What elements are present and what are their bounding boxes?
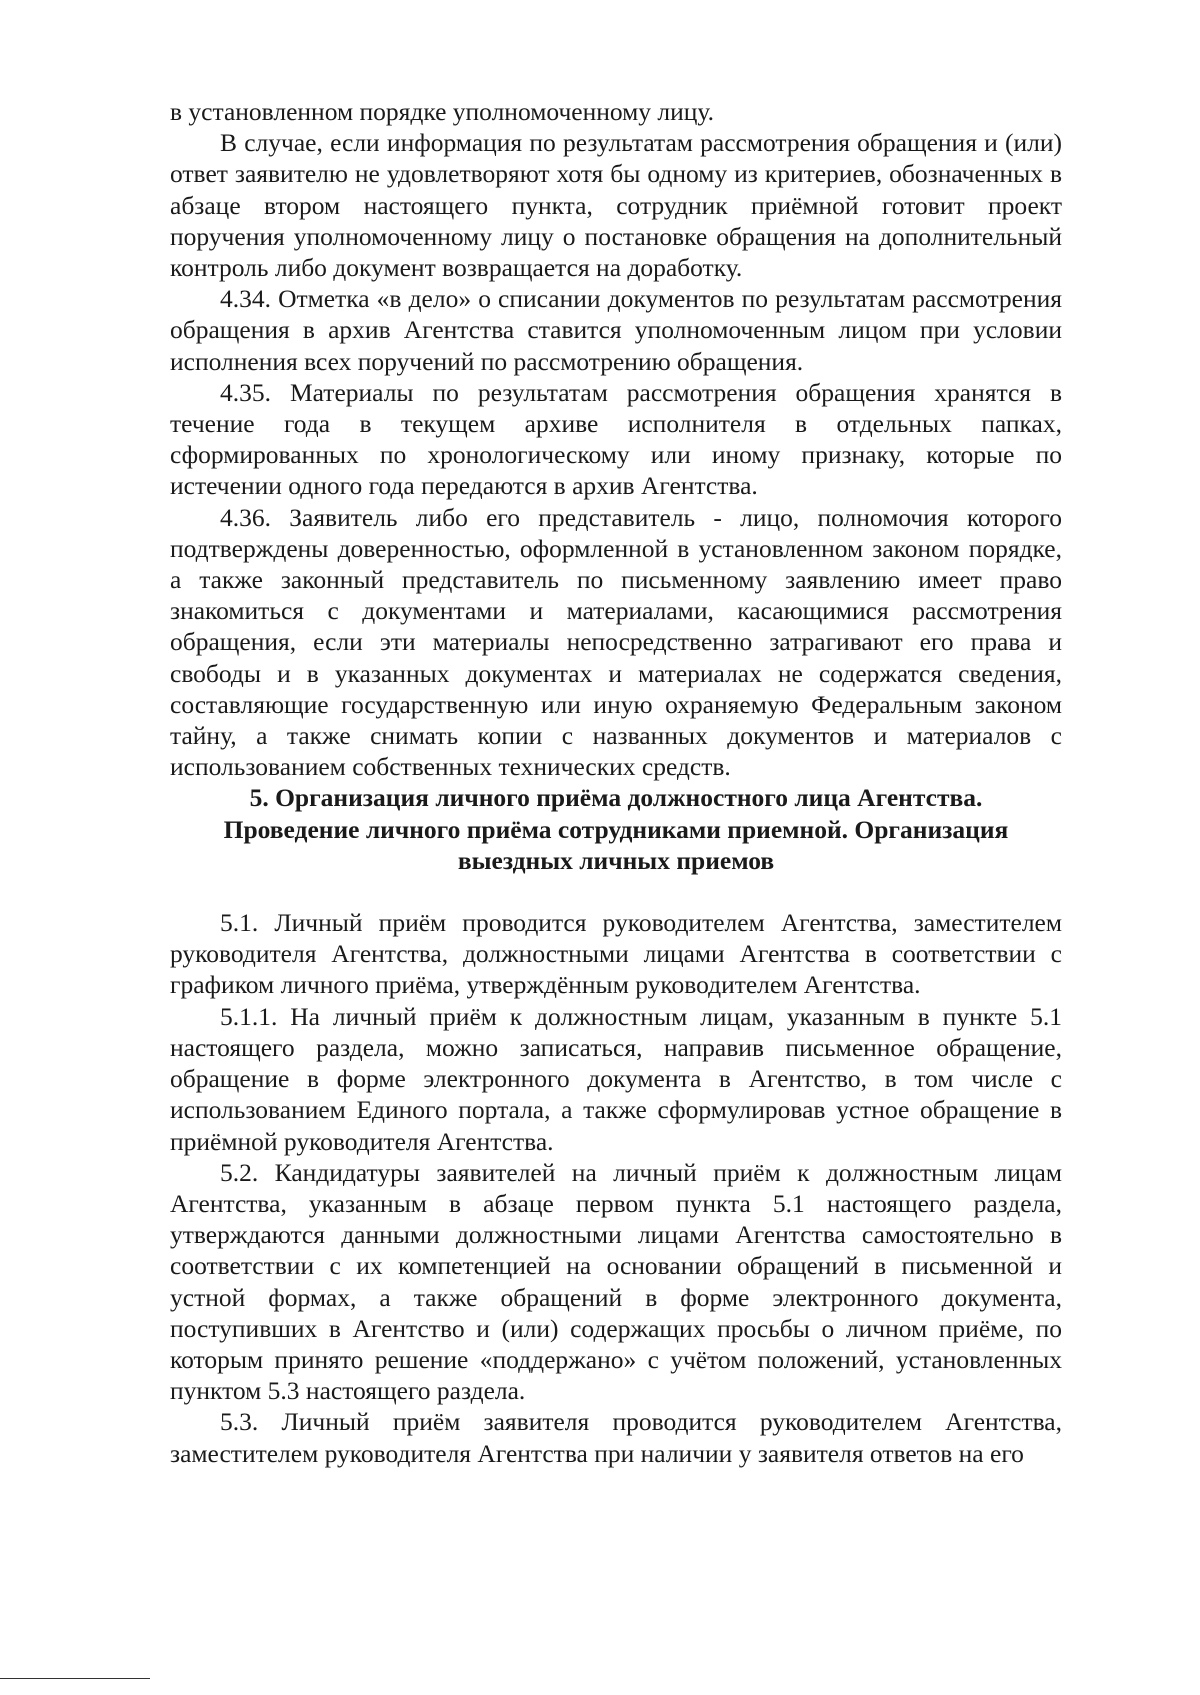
paragraph-4-36: 4.36. Заявитель либо его представитель - лицо, полномочия которого подтверждены доверенностью, оформленной в установленном законом порядке, а также законный представитель по письменному заявлению имеет право знакомиться с документами и материалами, касающимися рассмотрения обращения, если эти материалы непосредственно затрагивают его права и свободы и в указанных документах и материалах не содержатся сведения, составляющие государственную или иную охраняемую Федеральным законом тайну, а также снимать копии с названных документов и материалов с использованием собственных технических средств. [170,502,1062,782]
paragraph-case: В случае, если информация по результатам рассмотрения обращения и (или) ответ заявителю не удовлетворяют хотя бы одному из критериев, обозначенных в абзаце втором настоящего пункта, сотрудник приёмной готовит проект поручения уполномоченному лицу о постановке обращения на дополнительный контроль либо документ возвращается на доработку. [170,128,1062,283]
footnote-rule [0,1678,150,1679]
paragraph-5-3: 5.3. Личный приём заявителя проводится руководителем Агентства, заместителем руководителя Агентства при наличии у заявителя ответов на его [170,1407,1062,1468]
document-page [170,96,1062,1469]
paragraph-5-2: 5.2. Кандидатуры заявителей на личный приём к должностным лицам Агентства, указанным в абзаце первом пункта 5.1 настоящего раздела, утверждаются данными должностными лицами Агентства самостоятельно в соответствии с их компетенцией на основании обращений в письменной и устной формах, а также обращений в форме электронного документа, поступивших в Агентство и (или) содержащих просьбы о личном приёме, по которым принято решение «поддержано» с учётом положений, установленных пунктом 5.3 настоящего раздела. [170,1157,1062,1406]
section-heading-line-3: выездных личных приемов [457,845,775,875]
section-heading-line-2: Проведение личного приёма сотрудниками приемной. Организация [223,814,1009,844]
section-heading-line-1: 5. Организация личного приёма должностного лица Агентства. [249,783,983,813]
paragraph-4-35: 4.35. Материалы по результатам рассмотрения обращения хранятся в течение года в текущем архиве исполнителя в отдельных папках, сформированных по хронологическому или иному признаку, которые по истечении одного года передаются в архив Агентства. [170,377,1062,501]
section-heading [170,782,1062,876]
paragraph-5-1: 5.1. Личный приём проводится руководителем Агентства, заместителем руководителя Агентства, должностными лицами Агентства в соответствии с графиком личного приёма, утверждённым руководителем Агентства. [170,908,1062,1000]
paragraph-5-1-1: 5.1.1. На личный приём к должностным лицам, указанным в пункте 5.1 настоящего раздела, можно записаться, направив письменное обращение, обращение в форме электронного документа в Агентство, в том числе с использованием Единого портала, а также сформулировав устное обращение в приёмной руководителя Агентства. [170,1001,1062,1156]
paragraph-continuation: в установленном порядке уполномоченному лицу. [170,97,714,126]
paragraph-4-34: 4.34. Отметка «в дело» о списании документов по результатам рассмотрения обращения в архив Агентства ставится уполномоченным лицом при условии исполнения всех поручений по рассмотрению обращения. [170,284,1062,376]
